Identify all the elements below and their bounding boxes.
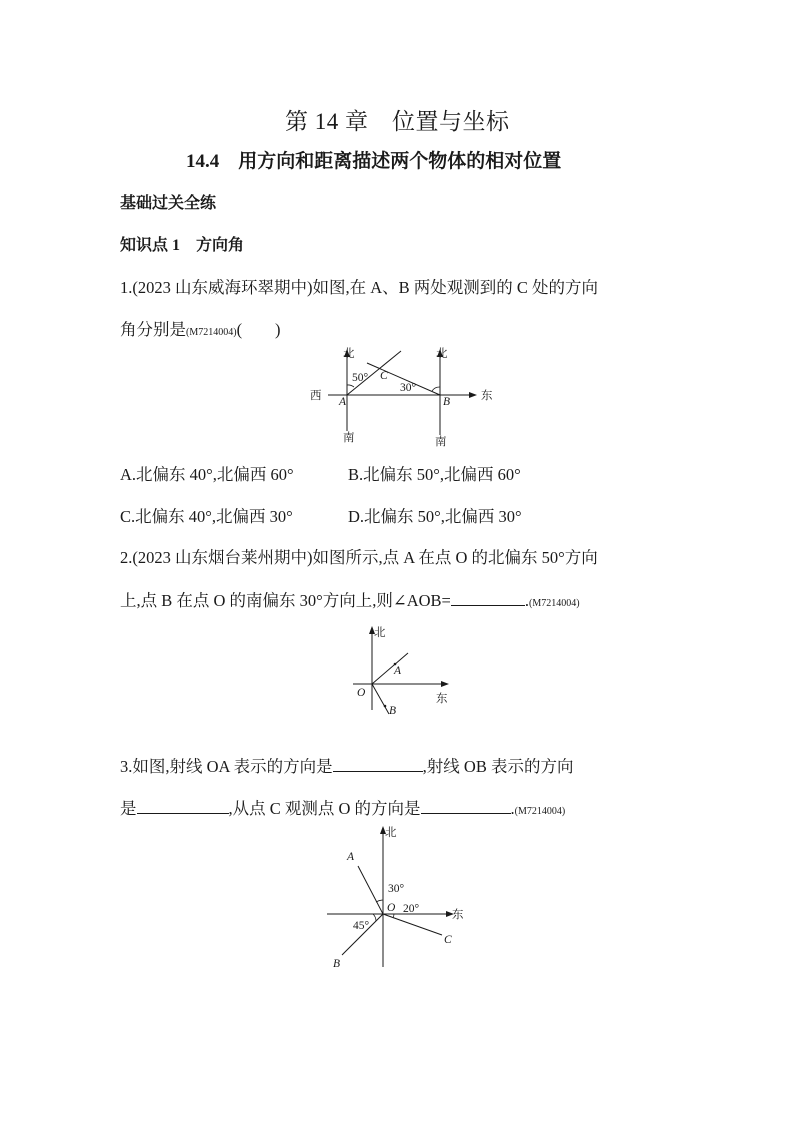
- q3-line1-a: 3.如图,射线 OA 表示的方向是: [120, 757, 333, 776]
- q1-option-d[interactable]: D.北偏东 50°,北偏西 30°: [348, 507, 522, 526]
- q2-north-label: 北: [374, 627, 386, 639]
- q1-line2: [120, 316, 281, 340]
- q3-code: (M7214004): [514, 806, 566, 817]
- q3-line2: [120, 795, 565, 819]
- q3-line2-b: ,从点 C 观测点 O 的方向是: [228, 799, 421, 818]
- q1-north-label-a: 北: [343, 348, 355, 360]
- q1-north-label-b: 北: [436, 348, 448, 360]
- q1-line2-text: 角分别是: [120, 320, 186, 339]
- q2-line1: 2.(2023 山东烟台莱州期中)如图所示,点 A 在点 O 的北偏东 50°方向: [120, 548, 598, 567]
- q2-line2: [120, 587, 580, 611]
- q3-ray-oa: [358, 866, 383, 914]
- q2-east-arrow-icon: [441, 681, 449, 687]
- q1-south-label-a: 南: [343, 432, 355, 444]
- q1-angle-a-label: 50°: [352, 372, 369, 384]
- q1-west-label: 西: [310, 390, 322, 402]
- q2-line2-text: 上,点 B 在点 O 的南偏东 30°方向上,则∠AOB=: [120, 591, 451, 610]
- q2-figure: [345, 622, 455, 732]
- q3-point-c-label: C: [444, 934, 452, 946]
- q1-figure: [305, 343, 495, 451]
- q1-south-label-b: 南: [435, 436, 447, 448]
- q1-east-label: 东: [481, 390, 493, 402]
- q3-angle-arc-30: [376, 900, 383, 902]
- q3-line2-a: 是: [120, 799, 137, 818]
- q1-point-a: A: [339, 396, 347, 408]
- q2-east-label: 东: [436, 693, 448, 705]
- q3-angle-arc-45: [373, 914, 376, 921]
- q2-point-a-label: A: [394, 665, 402, 677]
- q2-point-b-label: B: [389, 705, 397, 717]
- q3-answer-blank-3[interactable]: [421, 812, 511, 814]
- chapter-title: 第 14 章 位置与坐标: [285, 109, 510, 134]
- q1-answer-paren[interactable]: ( ): [236, 320, 281, 339]
- q1-option-b[interactable]: B.北偏东 50°,北偏西 60°: [348, 465, 521, 484]
- q1-point-c: C: [380, 370, 388, 382]
- q3-line2-end: .: [510, 799, 515, 818]
- q3-point-b-label: B: [333, 958, 341, 970]
- q3-origin-label: O: [387, 902, 396, 914]
- q1-code: (M7214004): [186, 327, 237, 338]
- q2-line2-end: .: [524, 591, 529, 610]
- q2-point-b-dot: [384, 705, 387, 708]
- q1-angle-b-label: 30°: [400, 382, 417, 394]
- q2-ray-ob: [372, 684, 389, 714]
- q1-east-arrow-icon: [469, 392, 477, 398]
- q3-angle-30-label: 30°: [388, 883, 405, 895]
- q3-east-label: 东: [452, 909, 464, 921]
- q3-north-label: 北: [385, 827, 397, 839]
- q2-answer-blank[interactable]: [451, 604, 525, 606]
- q3-line1: [120, 753, 573, 777]
- q1-option-c[interactable]: C.北偏东 40°,北偏西 30°: [120, 507, 293, 526]
- q3-ray-oc: [383, 914, 442, 935]
- section-title: 14.4 用方向和距离描述两个物体的相对位置: [186, 151, 562, 172]
- q2-ray-oa: [372, 653, 408, 684]
- q3-figure: [320, 822, 470, 972]
- q1-point-b: B: [443, 396, 451, 408]
- practice-label: 基础过关全练: [120, 195, 217, 212]
- q1-option-a[interactable]: A.北偏东 40°,北偏西 60°: [120, 465, 294, 484]
- q3-answer-blank-2[interactable]: [137, 812, 229, 814]
- q3-answer-blank-1[interactable]: [333, 770, 423, 772]
- q3-point-a-label: A: [347, 851, 355, 863]
- knowledge-point-label: 知识点 1 方向角: [120, 237, 245, 254]
- q1-angle-arc-a: [347, 385, 354, 387]
- q2-code: (M7214004): [529, 598, 580, 609]
- q3-line1-b: ,射线 OB 表示的方向: [422, 757, 574, 776]
- q1-line1: 1.(2023 山东威海环翠期中)如图,在 A、B 两处观测到的 C 处的方向: [120, 278, 599, 297]
- q3-angle-45-label: 45°: [353, 920, 370, 932]
- q1-angle-arc-b: [432, 387, 440, 391]
- q2-origin-label: O: [357, 687, 366, 699]
- q3-angle-20-label: 20°: [403, 903, 420, 915]
